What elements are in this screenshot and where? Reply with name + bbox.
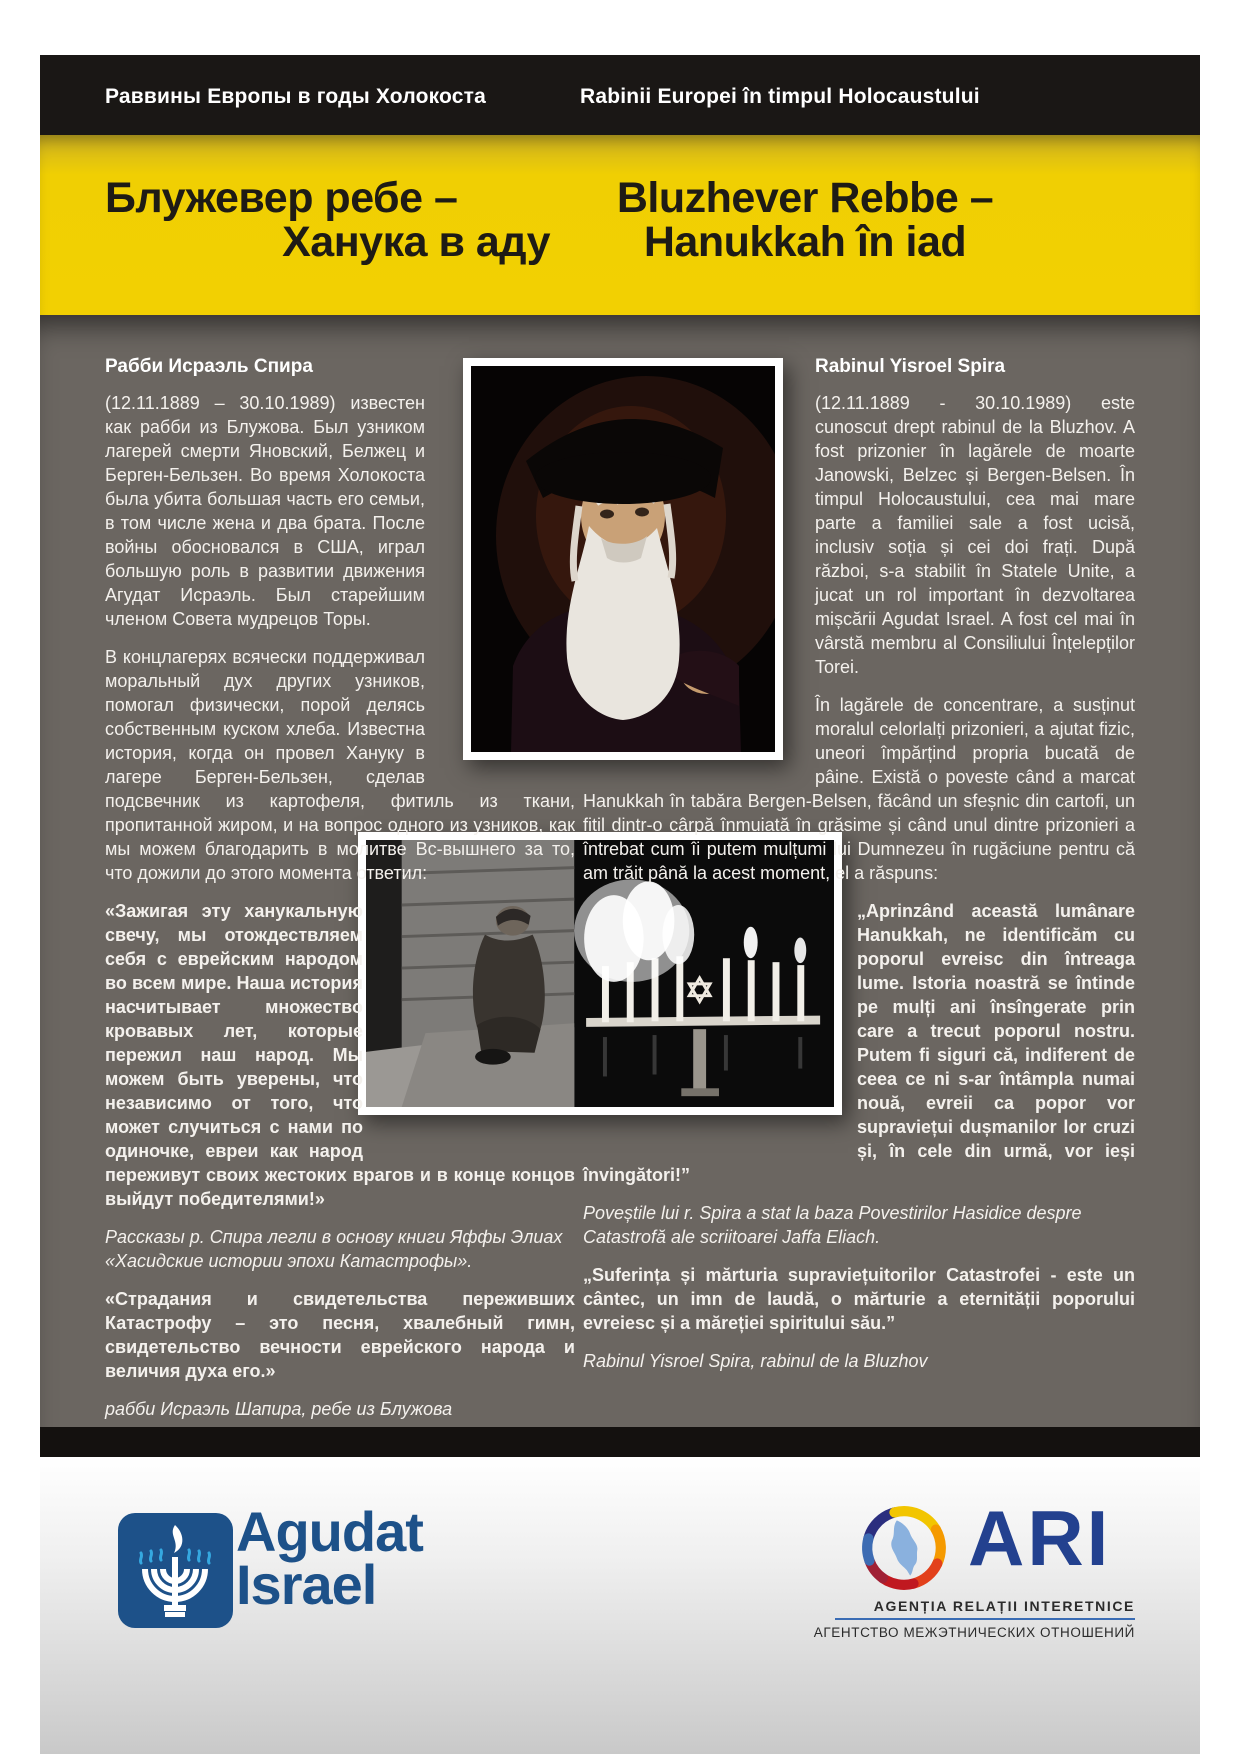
agudat-wordmark-line2: Israel — [236, 1553, 377, 1617]
russian-citation-eliach: Рассказы р. Спира легли в основу книги Яффы Элиах «Хасидские истории эпохи Катастрофы». — [105, 1227, 563, 1271]
title-banner — [40, 135, 1200, 315]
header-title-russian: Раввины Европы в годы Холокоста — [105, 85, 487, 108]
romanian-citation-eliach: Poveștile lui r. Spira a stat la baza Povestirilor Hasidice despre Catastrofă ale scriitoarei Jaffa Eliach. — [583, 1203, 1082, 1247]
russian-attribution: рабби Исраэль Шапира, ребе из Блужова — [105, 1399, 453, 1419]
romanian-paragraph-1: (12.11.1889 - 30.10.1989) este cunoscut drept rabinul de la Bluzhov. A fost prizonier în lagărele de moarte Janowski, Belzec și Bergen-Belsen. În timpul Holocaustului, cea mai mare parte a familiei sale a fost ucisă, inclusiv soția și cei doi frați. După război, s-a stabilit în Statele Unite, a jucat un rol important în dezvoltarea mișcării Agudat Israel. A fost cel mai în vârstă membru al Consiliului Înțelepților Torei. — [815, 393, 1135, 677]
ari-wordmark: ARI — [968, 1494, 1112, 1582]
agudat-wordmark-line1: Agudat — [236, 1500, 423, 1563]
article-heading-romanian: Rabinul Yisroel Spira — [815, 356, 1006, 377]
romanian-attribution: Rabinul Yisroel Spira, rabinul de la Bluzhov — [583, 1351, 928, 1371]
header-bar — [40, 55, 1200, 135]
banner-title-russian-line1: Блужевер ребе – — [105, 174, 458, 222]
column-romanian — [583, 355, 1135, 1387]
footer-divider-bar — [40, 1427, 1200, 1457]
russian-quote-suffering: «Страдания и свидетельства переживших Катастрофу – это песня, хвалебный гимн, свидетельство вечности еврейского народа и величия духа его.» — [105, 1289, 575, 1381]
menorah-icon — [118, 1513, 233, 1628]
moldova-ring-icon — [858, 1502, 950, 1594]
russian-quote-hanukkah: «Зажигая эту ханукальную свечу, мы отождествляем себя с еврейским народом во всем мире. Наша история насчитывает множество кровавых лет, которые пережил наш народ. Мы можем быть уверены, что независимо от того, что может случиться с нами по одиночке, евреи как народ переживут своих жестоких врагов и в конце концов выйдут победителями!» — [105, 901, 575, 1209]
romanian-quote-suffering: „Suferința și mărturia supraviețuitorilor Catastrofei - este un cântec, un imn de laudă, o mărturie a eternității poporului evreiesc și a măreției spiritului său.” — [583, 1265, 1135, 1333]
agudat-israel-logo — [118, 1513, 233, 1628]
romanian-quote-hanukkah: „Aprinzând această lumânare Hanukkah, ne identificăm cu poporul evreisc din întreaga lume. Istoria noastră se întinde pe mulți ani însîngerate prin care a trecut poporul nostru. Putem fi siguri că, indiferent de ceea ce ni s-ar întâmpla numai nouă, evreii ca popor vor supraviețui dușmanilor lor cruzi și, în cele din urmă, vor ieși învingători!” — [583, 901, 1135, 1185]
romanian-paragraph-2: În lagărele de concentrare, a susținut moralul celorlalți prizonieri, a ajutat fizic, uneori împărțind propria bucată de pâine. Există o poveste când a marcat Hanukkah în tabăra Bergen-Belsen, făcând un sfeșnic din cartofi, un fitil dintr-o cârpă înmuiată în grăsime și când unul dintre prizonieri a întrebat cum îi putem mulțumi lui Dumnezeu în rugăciune pentru că am trăit până la acest moment, el a răspuns: — [583, 695, 1135, 883]
russian-paragraph-2: В концлагерях всячески поддерживал моральный дух других узников, помогал физически, порой делясь собственным куском хлеба. Известна история, когда он провел Хануку в лагере Берген-Бельзен, сделав подсвечник из картофеля, фитиль из ткани, пропитанной жиром, и на вопрос одного из узников, как мы можем благодарить в молитве Вс-вышнего за то, что дожили до этого момента ответил: — [105, 647, 575, 883]
ari-tagline-russian: АГЕНТСТВО МЕЖЭТНИЧЕСКИХ ОТНОШЕНИЙ — [813, 1625, 1135, 1640]
banner-title-russian-line2: Ханука в аду — [282, 217, 550, 266]
banner-title-romanian-line1: Bluzhever Rebbe – — [616, 174, 994, 222]
ari-tagline-romanian: AGENȚIA RELAȚII INTERETNICE — [873, 1598, 1135, 1614]
banner-title-russian — [105, 174, 560, 266]
header-title-romanian: Rabinii Europei în timpul Holocaustului — [580, 85, 980, 108]
banner-title-romanian-line2: Hanukkah în iad — [643, 217, 967, 266]
column-russian — [105, 355, 575, 1435]
russian-paragraph-1: (12.11.1889 – 30.10.1989) известен как рабби из Блужова. Был узником лагерей смерти Яновский, Белжец и Берген-Бельзен. Во время Холокоста была убита большая часть его семьи, в том числе жена и два брата. После войны обосновался в США, играл большую роль в развитии движения Агудат Исраэль. Был старейшим членом Совета мудрецов Торы. — [105, 393, 425, 629]
agudat-wordmark — [236, 1500, 423, 1617]
article-body — [40, 315, 1200, 1427]
ari-divider-line — [835, 1618, 1135, 1620]
article-heading-russian: Рабби Исраэль Спира — [105, 356, 313, 377]
footer — [40, 1457, 1200, 1754]
banner-title-romanian — [585, 174, 1025, 266]
